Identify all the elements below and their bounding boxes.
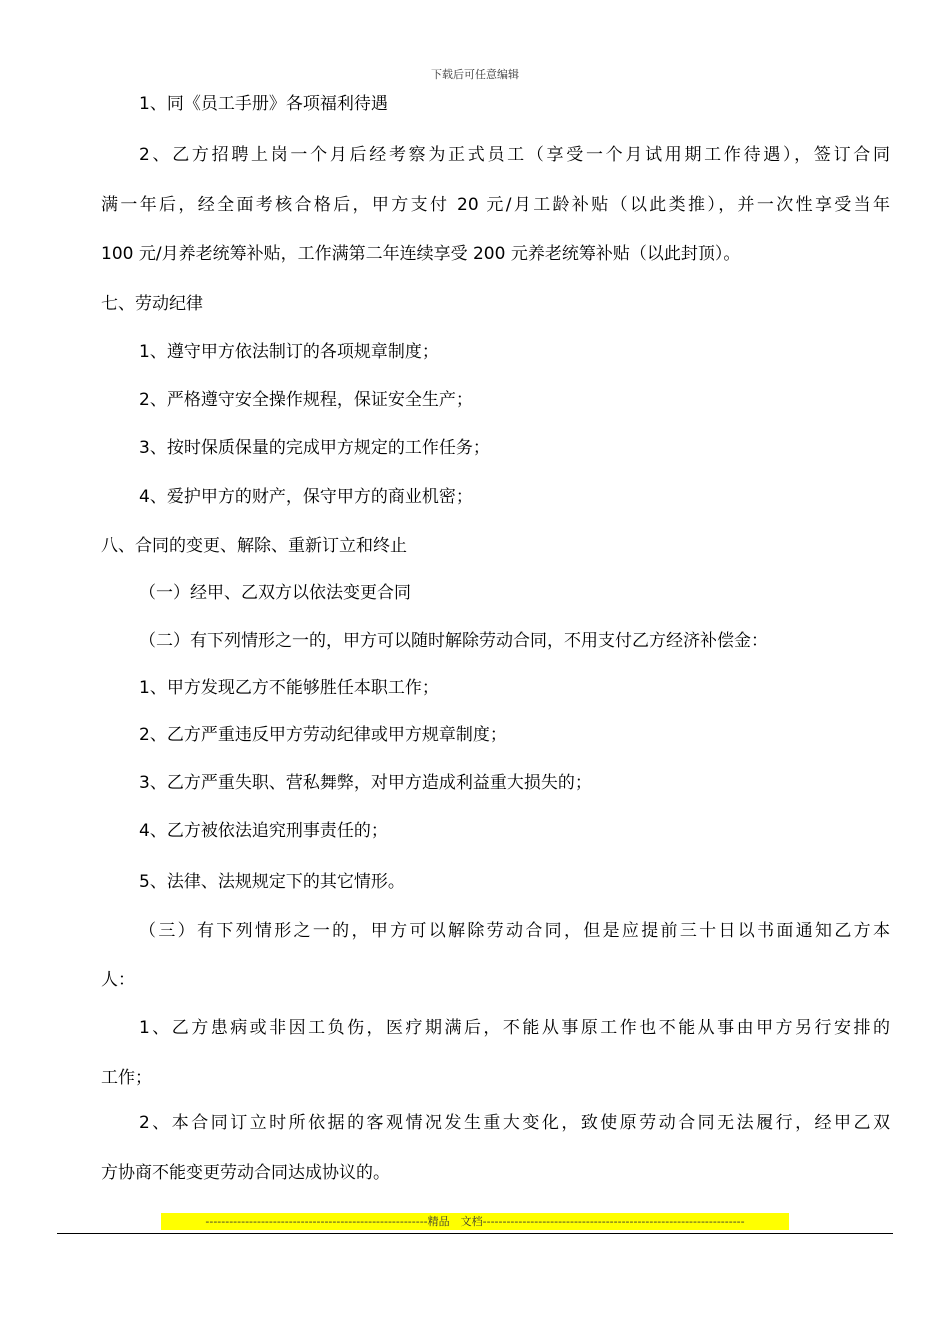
termination-item-3: 3、乙方严重失职、营私舞弊，对甲方造成利益重大损失的； <box>139 773 592 793</box>
discipline-item-3: 3、按时保质保量的完成甲方规定的工作任务； <box>139 438 490 458</box>
termination-item-4: 4、乙方被依法追究刑事责任的； <box>139 821 388 841</box>
subsection-1: （一）经甲、乙双方以依法变更合同 <box>139 583 411 603</box>
section-heading-contract-changes: 八、合同的变更、解除、重新订立和终止 <box>101 536 407 556</box>
notice-item-1-line-2: 工作； <box>101 1068 152 1088</box>
benefits-item-2-line-3: 100 元/月养老统筹补贴，工作满第二年连续享受 200 元养老统筹补贴（以此封顶）。 <box>101 244 741 264</box>
footer-watermark: --------------------------------------------------------精品 文档------------------------------------------------------------------ <box>161 1213 789 1230</box>
subsection-3-line-1: （三）有下列情形之一的，甲方可以解除劳动合同，但是应提前三十日以书面通知乙方本 <box>139 921 890 941</box>
subsection-3-line-2: 人： <box>101 970 135 990</box>
header-note: 下载后可任意编辑 <box>431 68 519 81</box>
discipline-item-2: 2、严格遵守安全操作规程，保证安全生产； <box>139 390 473 410</box>
benefits-item-2-line-1: 2、乙方招聘上岗一个月后经考察为正式员工（享受一个月试用期工作待遇），签订合同 <box>139 145 890 165</box>
termination-item-5: 5、法律、法规规定下的其它情形。 <box>139 872 405 892</box>
discipline-item-1: 1、遵守甲方依法制订的各项规章制度； <box>139 342 439 362</box>
notice-item-2-line-2: 方协商不能变更劳动合同达成协议的。 <box>101 1163 390 1183</box>
subsection-2: （二）有下列情形之一的，甲方可以随时解除劳动合同，不用支付乙方经济补偿金： <box>139 631 768 651</box>
termination-item-1: 1、甲方发现乙方不能够胜任本职工作； <box>139 678 439 698</box>
benefits-item-2-line-2: 满一年后，经全面考核合格后，甲方支付 20 元/月工龄补贴（以此类推），并一次性享受当年 <box>101 195 890 215</box>
notice-item-1-line-1: 1、乙方患病或非因工负伤，医疗期满后，不能从事原工作也不能从事由甲方另行安排的 <box>139 1018 890 1038</box>
footer-divider <box>57 1233 893 1234</box>
notice-item-2-line-1: 2、本合同订立时所依据的客观情况发生重大变化，致使原劳动合同无法履行，经甲乙双 <box>139 1113 890 1133</box>
discipline-item-4: 4、爱护甲方的财产，保守甲方的商业机密； <box>139 487 473 507</box>
termination-item-2: 2、乙方严重违反甲方劳动纪律或甲方规章制度； <box>139 725 507 745</box>
section-heading-labor-discipline: 七、劳动纪律 <box>101 294 203 314</box>
benefits-item-1: 1、同《员工手册》各项福利待遇 <box>139 94 388 114</box>
